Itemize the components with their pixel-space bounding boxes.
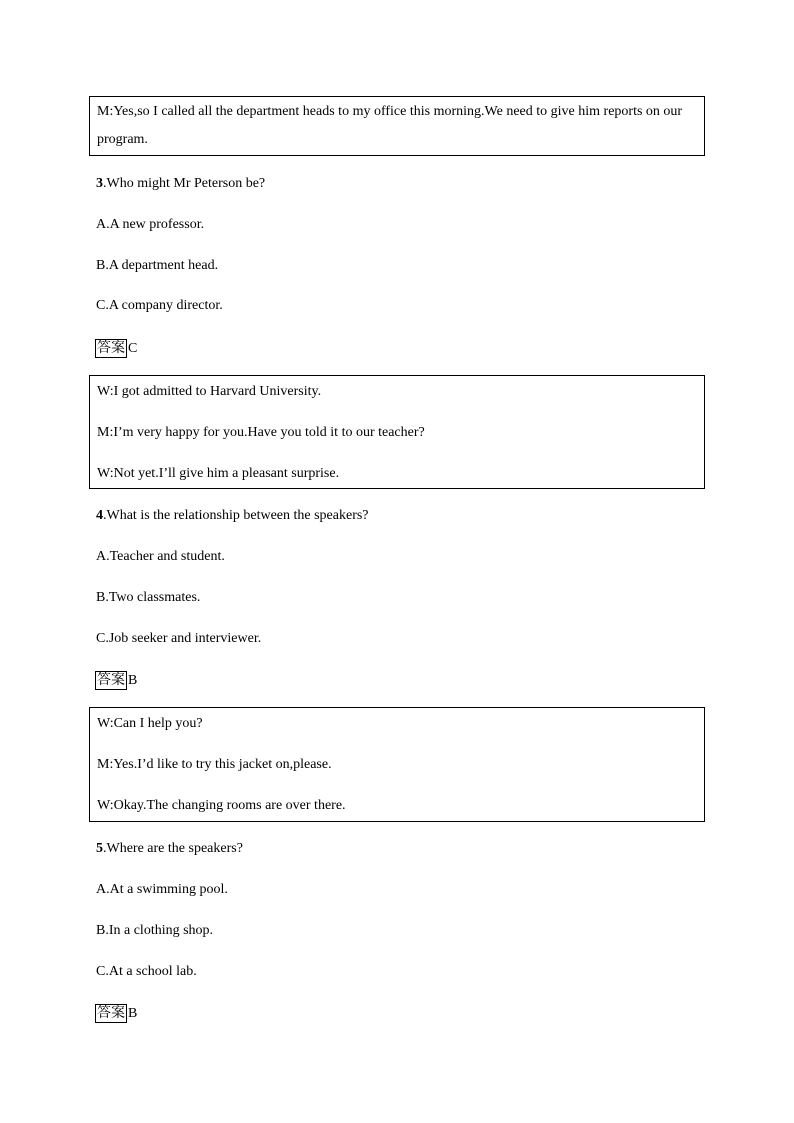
option-a: A.At a swimming pool. [96,882,228,897]
answer-row [95,671,137,690]
answer-row [95,339,137,358]
answer-label: 答案 [97,672,125,688]
option-a: A.Teacher and student. [96,549,225,564]
dialog-box-2 [89,375,705,489]
question-number: 5 [96,841,103,856]
option-b: B.A department head. [96,258,219,273]
dialog-box-3 [89,707,705,822]
dialog-line: M:Yes,so I called all the department heads to my office this morning.We need to give him reports on our [97,104,683,119]
answer-value: C [128,340,138,356]
dialog-box-1 [89,96,705,156]
dialog-line: W:Okay.The changing rooms are over there. [97,798,346,813]
dialog-line: M:Yes.I’d like to try this jacket on,please. [97,757,332,772]
option-b: B.Two classmates. [96,590,201,605]
question-number: 3 [96,176,103,191]
option-c: C.Job seeker and interviewer. [96,631,262,646]
question-text: .Who might Mr Peterson be? [103,176,266,191]
answer-value: B [128,672,138,688]
question-5 [96,841,243,857]
dialog-line: W:I got admitted to Harvard University. [97,384,322,399]
dialog-line: M:I’m very happy for you.Have you told it to our teacher? [97,425,425,440]
dialog-line: W:Not yet.I’ll give him a pleasant surprise. [97,466,340,481]
question-text: .Where are the speakers? [103,841,243,856]
question-4 [96,508,369,524]
dialog-line: program. [97,132,148,147]
option-c: C.At a school lab. [96,964,197,979]
option-b: B.In a clothing shop. [96,923,214,938]
option-a: A.A new professor. [96,217,205,232]
question-number: 4 [96,508,103,523]
answer-label: 答案 [97,1005,125,1021]
question-text: .What is the relationship between the speakers? [103,508,369,523]
answer-row [95,1004,137,1023]
question-3 [96,176,265,192]
answer-label: 答案 [97,340,125,356]
answer-value: B [128,1005,138,1021]
option-c: C.A company director. [96,298,223,313]
dialog-line: W:Can I help you? [97,716,203,731]
